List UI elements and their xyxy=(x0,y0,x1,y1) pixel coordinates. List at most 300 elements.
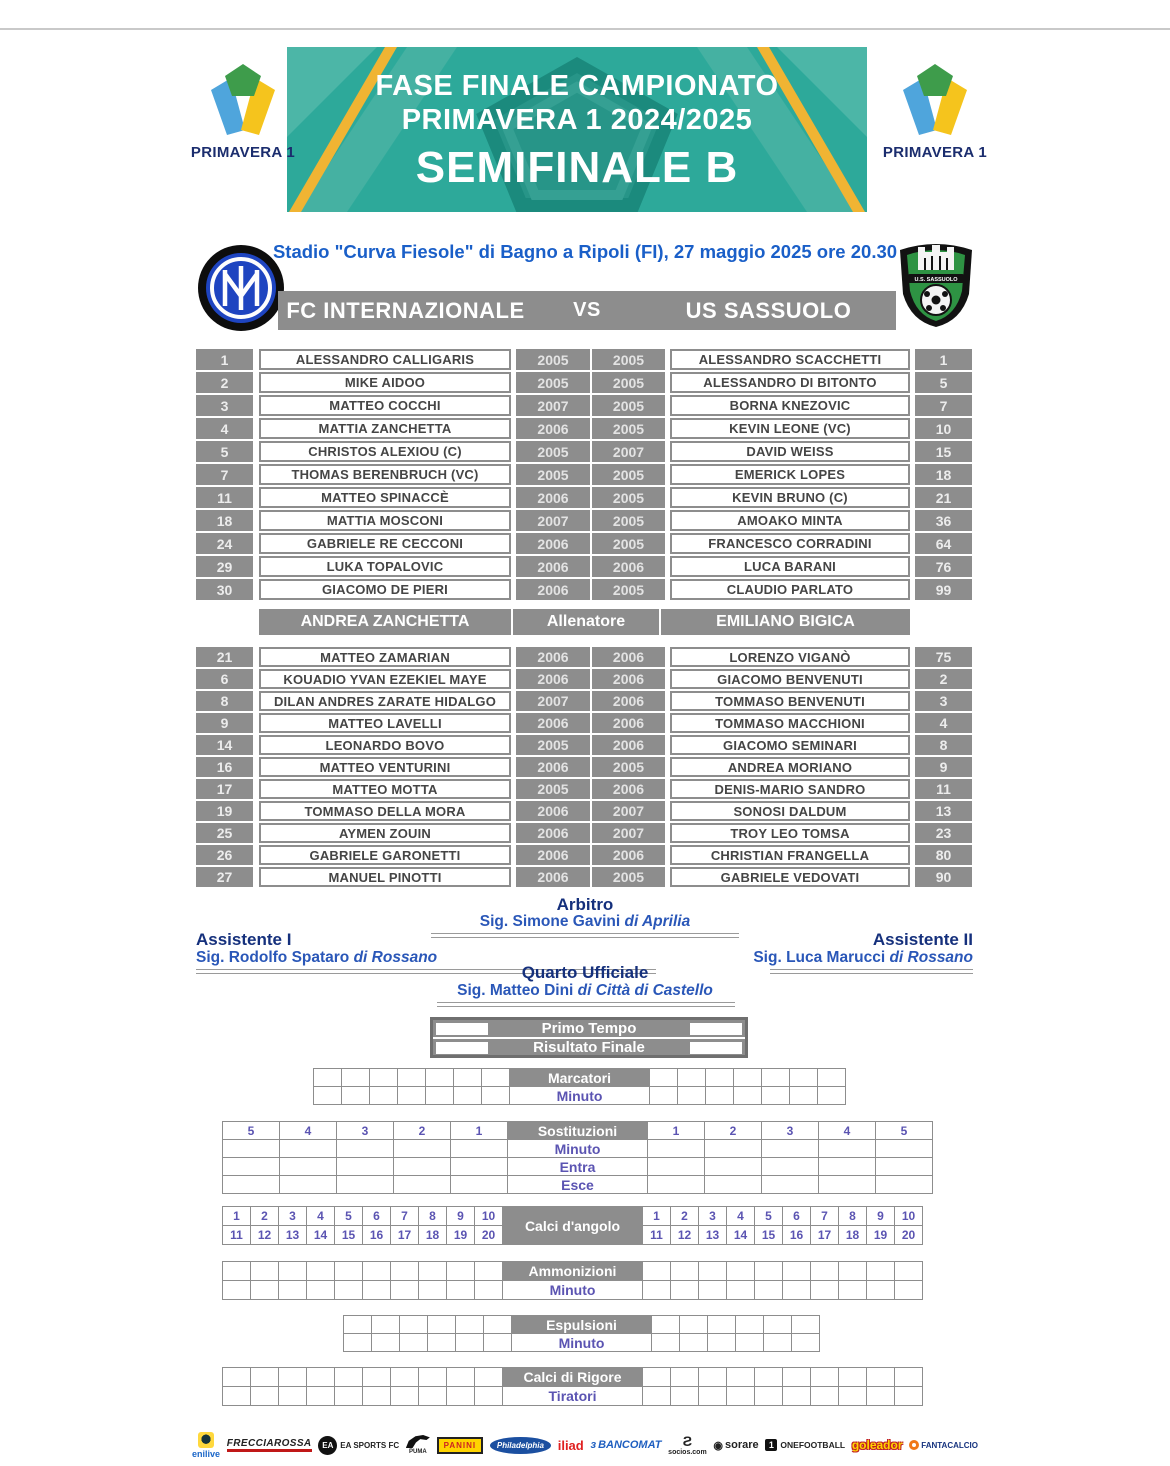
home-birth-year: 2006 xyxy=(516,579,590,600)
penalty-cell xyxy=(782,1367,811,1387)
away-birth-year: 2005 xyxy=(592,510,665,531)
primavera1-crest-icon xyxy=(893,60,977,136)
first-half-label: Primo Tempo xyxy=(541,1020,637,1037)
home-shirt-number: 5 xyxy=(196,441,253,462)
home-birth-year: 2007 xyxy=(516,395,590,416)
espulsioni-title: Espulsioni xyxy=(511,1315,652,1334)
sponsor-logo-frecciarossa: FRECCIAROSSA xyxy=(227,1438,312,1452)
away-birth-year: 2006 xyxy=(592,735,665,755)
corner-cell: 10 xyxy=(474,1206,503,1226)
away-player-name: SONOSI DALDUM xyxy=(670,801,910,821)
substitution-cell xyxy=(450,1139,508,1158)
substitution-cell xyxy=(393,1175,451,1194)
home-team-name: FC INTERNAZIONALE xyxy=(286,297,525,323)
away-player-name: ANDREA MORIANO xyxy=(670,757,910,777)
scorer-cell xyxy=(649,1086,678,1105)
scorer-cell xyxy=(761,1086,790,1105)
away-birth-year: 2006 xyxy=(592,556,665,577)
home-birth-year: 2007 xyxy=(516,510,590,531)
sending-off-cell xyxy=(707,1333,736,1352)
booking-cell xyxy=(642,1280,671,1300)
away-shirt-number: 9 xyxy=(915,757,972,777)
corner-cell: 9 xyxy=(446,1206,475,1226)
substitution-cell xyxy=(875,1157,933,1176)
booking-cell xyxy=(810,1261,839,1281)
booking-cell xyxy=(866,1280,895,1300)
away-shirt-number: 36 xyxy=(915,510,972,531)
away-player-name: TROY LEO TOMSA xyxy=(670,823,910,843)
penalty-cell xyxy=(334,1367,363,1387)
away-birth-year: 2006 xyxy=(592,647,665,667)
starters-table xyxy=(196,349,973,602)
home-first-half-score-cell xyxy=(436,1023,488,1035)
away-shirt-number: 99 xyxy=(915,579,972,600)
player-row xyxy=(196,845,973,865)
home-birth-year: 2006 xyxy=(516,801,590,821)
home-shirt-number: 3 xyxy=(196,395,253,416)
corner-cell: 19 xyxy=(446,1225,475,1245)
home-player-name: MATTEO MOTTA xyxy=(259,779,511,799)
booking-cell xyxy=(446,1280,475,1300)
home-player-name: MATTEO SPINACCÈ xyxy=(259,487,511,508)
away-shirt-number: 1 xyxy=(915,349,972,370)
home-birth-year: 2005 xyxy=(516,735,590,755)
player-row xyxy=(196,801,973,821)
assistant2-name: Sig. Luca Marucci di Rossano xyxy=(753,949,973,966)
player-row xyxy=(196,669,973,689)
corner-cell: 11 xyxy=(222,1225,251,1245)
player-row xyxy=(196,464,973,485)
sending-off-cell xyxy=(735,1333,764,1352)
penalty-cell xyxy=(838,1386,867,1406)
player-row xyxy=(196,418,973,439)
corner-cell: 5 xyxy=(754,1206,783,1226)
sostituzioni-title: Sostituzioni xyxy=(507,1121,648,1140)
penalty-cell xyxy=(250,1367,279,1387)
sending-off-cell xyxy=(483,1315,512,1334)
booking-cell xyxy=(334,1280,363,1300)
scorer-cell xyxy=(425,1068,454,1087)
corner-cell: 2 xyxy=(250,1206,279,1226)
penalty-cell xyxy=(222,1367,251,1387)
substitution-number-cell: 5 xyxy=(222,1121,280,1140)
penalty-cell xyxy=(810,1367,839,1387)
penalty-cell xyxy=(726,1367,755,1387)
penalty-cell xyxy=(250,1386,279,1406)
corner-cell: 8 xyxy=(838,1206,867,1226)
scorer-cell xyxy=(733,1068,762,1087)
sending-off-cell xyxy=(735,1315,764,1334)
sending-off-cell xyxy=(679,1315,708,1334)
substitution-cell xyxy=(222,1157,280,1176)
title-line-3: SEMIFINALE B xyxy=(415,142,739,192)
away-player-name: DENIS-MARIO SANDRO xyxy=(670,779,910,799)
substitution-number-cell: 3 xyxy=(761,1121,819,1140)
booking-cell xyxy=(782,1261,811,1281)
corner-cell: 11 xyxy=(642,1225,671,1245)
substitution-cell xyxy=(450,1157,508,1176)
corner-cell: 9 xyxy=(866,1206,895,1226)
player-row xyxy=(196,713,973,733)
away-shirt-number: 76 xyxy=(915,556,972,577)
penalty-cell xyxy=(726,1386,755,1406)
scorer-cell xyxy=(453,1086,482,1105)
scorer-cell xyxy=(817,1068,846,1087)
away-player-name: LORENZO VIGANÒ xyxy=(670,647,910,667)
player-row xyxy=(196,647,973,667)
corner-cell: 12 xyxy=(250,1225,279,1245)
away-player-name: EMERICK LOPES xyxy=(670,464,910,485)
ammonizioni-row-label: Minuto xyxy=(502,1280,643,1300)
vs-label: VS xyxy=(573,299,601,321)
away-player-name: GABRIELE VEDOVATI xyxy=(670,867,910,887)
booking-cell xyxy=(474,1261,503,1281)
score-box xyxy=(430,1017,748,1058)
home-shirt-number: 19 xyxy=(196,801,253,821)
penalty-cell xyxy=(418,1367,447,1387)
sponsor-logo-enilive: enilive xyxy=(192,1432,220,1459)
booking-cell xyxy=(698,1261,727,1281)
corner-cell: 2 xyxy=(670,1206,699,1226)
scorer-cell xyxy=(481,1068,510,1087)
corner-cell: 14 xyxy=(726,1225,755,1245)
sponsor-logo-sorare: ◉ sorare xyxy=(713,1439,758,1452)
home-player-name: GIACOMO DE PIERI xyxy=(259,579,511,600)
home-birth-year: 2005 xyxy=(516,372,590,393)
banner-title xyxy=(287,47,867,212)
substitution-cell xyxy=(761,1139,819,1158)
home-shirt-number: 14 xyxy=(196,735,253,755)
corner-cell: 6 xyxy=(362,1206,391,1226)
away-shirt-number: 75 xyxy=(915,647,972,667)
substitution-cell xyxy=(450,1175,508,1194)
home-player-name: THOMAS BERENBRUCH (VC) xyxy=(259,464,511,485)
booking-cell xyxy=(418,1280,447,1300)
penalty-cell xyxy=(306,1386,335,1406)
substitution-cell xyxy=(647,1157,705,1176)
penalty-cell xyxy=(866,1367,895,1387)
fourth-official-label: Quarto Ufficiale xyxy=(521,963,649,982)
corner-cell: 20 xyxy=(894,1225,923,1245)
primavera1-logo-left xyxy=(181,60,305,161)
referee-city: di Aprilia xyxy=(624,913,691,930)
sending-off-cell xyxy=(791,1315,820,1334)
penalty-cell xyxy=(446,1386,475,1406)
assistant1-name: Sig. Rodolfo Spataro di Rossano xyxy=(196,949,438,966)
scorer-cell xyxy=(789,1086,818,1105)
sending-off-cell xyxy=(455,1333,484,1352)
sending-off-cell xyxy=(651,1333,680,1352)
booking-cell xyxy=(390,1280,419,1300)
substitution-number-cell: 4 xyxy=(818,1121,876,1140)
away-birth-year: 2006 xyxy=(592,779,665,799)
home-birth-year: 2006 xyxy=(516,487,590,508)
home-player-name: KOUADIO YVAN EZEKIEL MAYE xyxy=(259,669,511,689)
away-shirt-number: 3 xyxy=(915,691,972,711)
booking-cell xyxy=(754,1261,783,1281)
corner-cell: 12 xyxy=(670,1225,699,1245)
home-shirt-number: 21 xyxy=(196,647,253,667)
substitution-cell xyxy=(704,1139,762,1158)
venue-line: Stadio "Curva Fiesole" di Bagno a Ripoli (FI), 27 maggio 2025 ore 20.30 xyxy=(272,241,898,262)
home-birth-year: 2006 xyxy=(516,867,590,887)
booking-cell xyxy=(306,1261,335,1281)
away-player-name: ALESSANDRO DI BITONTO xyxy=(670,372,910,393)
sending-off-cell xyxy=(399,1333,428,1352)
away-birth-year: 2005 xyxy=(592,349,665,370)
corner-cell: 17 xyxy=(810,1225,839,1245)
scorer-cell xyxy=(397,1068,426,1087)
coach-label: Allenatore xyxy=(511,609,661,635)
home-player-name: DILAN ANDRES ZARATE HIDALGO xyxy=(259,691,511,711)
player-row xyxy=(196,779,973,799)
substitution-cell xyxy=(222,1175,280,1194)
home-shirt-number: 16 xyxy=(196,757,253,777)
penalty-cell xyxy=(334,1386,363,1406)
player-row xyxy=(196,487,973,508)
penalty-cell xyxy=(782,1386,811,1406)
booking-cell xyxy=(726,1261,755,1281)
player-row xyxy=(196,823,973,843)
home-shirt-number: 29 xyxy=(196,556,253,577)
coach-bar xyxy=(259,609,910,635)
home-shirt-number: 6 xyxy=(196,669,253,689)
booking-cell xyxy=(334,1261,363,1281)
corner-cell: 7 xyxy=(390,1206,419,1226)
top-divider xyxy=(0,28,1170,30)
booking-cell xyxy=(782,1280,811,1300)
substitution-cell xyxy=(647,1175,705,1194)
corner-cell: 1 xyxy=(222,1206,251,1226)
home-shirt-number: 7 xyxy=(196,464,253,485)
away-birth-year: 2005 xyxy=(592,418,665,439)
sending-off-cell xyxy=(427,1333,456,1352)
player-row xyxy=(196,735,973,755)
home-birth-year: 2006 xyxy=(516,845,590,865)
home-shirt-number: 27 xyxy=(196,867,253,887)
home-player-name: GABRIELE RE CECCONI xyxy=(259,533,511,554)
booking-cell xyxy=(642,1261,671,1281)
away-birth-year: 2005 xyxy=(592,533,665,554)
home-shirt-number: 30 xyxy=(196,579,253,600)
primavera1-logo-right xyxy=(873,60,997,161)
away-shirt-number: 8 xyxy=(915,735,972,755)
sending-off-cell xyxy=(707,1315,736,1334)
home-birth-year: 2006 xyxy=(516,418,590,439)
away-player-name: KEVIN LEONE (VC) xyxy=(670,418,910,439)
home-player-name: GABRIELE GARONETTI xyxy=(259,845,511,865)
sending-off-cell xyxy=(763,1315,792,1334)
scorer-cell xyxy=(453,1068,482,1087)
away-shirt-number: 4 xyxy=(915,713,972,733)
scorer-cell xyxy=(341,1068,370,1087)
player-row xyxy=(196,579,973,600)
away-player-name: CLAUDIO PARLATO xyxy=(670,579,910,600)
home-shirt-number: 4 xyxy=(196,418,253,439)
scorers-section xyxy=(313,1068,846,1105)
booking-cell xyxy=(670,1280,699,1300)
corner-cell: 5 xyxy=(334,1206,363,1226)
substitution-cell xyxy=(279,1175,337,1194)
sponsor-logo-fantacalcio: FANTACALCIO xyxy=(909,1440,978,1450)
substitution-number-cell: 2 xyxy=(393,1121,451,1140)
away-birth-year: 2005 xyxy=(592,579,665,600)
marcatori-title: Marcatori xyxy=(509,1068,650,1087)
assistant1-label: Assistente I xyxy=(196,930,292,949)
substitution-cell xyxy=(761,1175,819,1194)
scorer-cell xyxy=(705,1068,734,1087)
substitution-cell xyxy=(704,1175,762,1194)
sponsor-logo-easports: EA EA SPORTS FC xyxy=(318,1436,399,1455)
sending-off-cell xyxy=(455,1315,484,1334)
booking-cell xyxy=(278,1280,307,1300)
assistant2-label: Assistente II xyxy=(872,930,973,949)
penalties-section xyxy=(222,1367,923,1406)
corner-cell: 20 xyxy=(474,1225,503,1245)
away-birth-year: 2007 xyxy=(592,823,665,843)
home-birth-year: 2006 xyxy=(516,533,590,554)
booking-cell xyxy=(418,1261,447,1281)
home-birth-year: 2007 xyxy=(516,691,590,711)
home-shirt-number: 9 xyxy=(196,713,253,733)
corner-cell: 18 xyxy=(418,1225,447,1245)
final-result-row xyxy=(433,1037,745,1056)
home-player-name: CHRISTOS ALEXIOU (C) xyxy=(259,441,511,462)
booking-cell xyxy=(866,1261,895,1281)
calci-angolo-title: Calci d'angolo xyxy=(502,1206,643,1245)
corners-section xyxy=(222,1206,923,1245)
sostituzioni-row-label: Esce xyxy=(507,1175,648,1194)
home-player-name: LUKA TOPALOVIC xyxy=(259,556,511,577)
away-shirt-number: 18 xyxy=(915,464,972,485)
sponsor-logo-panini: PANINI xyxy=(437,1437,484,1454)
away-player-name: DAVID WEISS xyxy=(670,441,910,462)
primavera1-label: PRIMAVERA 1 xyxy=(882,144,988,161)
substitution-cell xyxy=(393,1157,451,1176)
home-player-name: LEONARDO BOVO xyxy=(259,735,511,755)
booking-cell xyxy=(362,1280,391,1300)
penalty-cell xyxy=(362,1367,391,1387)
penalty-cell xyxy=(670,1367,699,1387)
away-birth-year: 2005 xyxy=(592,867,665,887)
corner-cell: 6 xyxy=(782,1206,811,1226)
away-player-name: TOMMASO BENVENUTI xyxy=(670,691,910,711)
home-shirt-number: 25 xyxy=(196,823,253,843)
penalty-cell xyxy=(474,1367,503,1387)
substitution-number-cell: 4 xyxy=(279,1121,337,1140)
penalty-cell xyxy=(838,1367,867,1387)
away-shirt-number: 2 xyxy=(915,669,972,689)
fourth-official-underline xyxy=(437,1002,735,1007)
away-birth-year: 2005 xyxy=(592,395,665,416)
substitution-cell xyxy=(818,1157,876,1176)
substitution-cell xyxy=(336,1139,394,1158)
penalty-cell xyxy=(698,1386,727,1406)
corner-cell: 17 xyxy=(390,1225,419,1245)
sponsor-logo-philadelphia: Philadelphia xyxy=(490,1437,551,1454)
away-birth-year: 2006 xyxy=(592,669,665,689)
substitution-cell xyxy=(761,1157,819,1176)
scorer-cell xyxy=(369,1068,398,1087)
sending-offs-section xyxy=(343,1315,820,1352)
booking-cell xyxy=(838,1280,867,1300)
penalty-cell xyxy=(754,1386,783,1406)
home-shirt-number: 1 xyxy=(196,349,253,370)
substitution-cell xyxy=(393,1139,451,1158)
scorer-cell xyxy=(789,1068,818,1087)
penalty-cell xyxy=(670,1386,699,1406)
away-birth-year: 2005 xyxy=(592,464,665,485)
sassuolo-crest-icon xyxy=(894,236,978,328)
title-line-2: PRIMAVERA 1 2024/2025 xyxy=(401,103,753,136)
ammonizioni-title: Ammonizioni xyxy=(502,1261,643,1281)
home-shirt-number: 18 xyxy=(196,510,253,531)
booking-cell xyxy=(726,1280,755,1300)
away-shirt-number: 64 xyxy=(915,533,972,554)
home-player-name: MATTEO ZAMARIAN xyxy=(259,647,511,667)
away-shirt-number: 21 xyxy=(915,487,972,508)
substitution-number-cell: 1 xyxy=(647,1121,705,1140)
home-player-name: AYMEN ZOUIN xyxy=(259,823,511,843)
substitution-number-cell: 2 xyxy=(704,1121,762,1140)
away-shirt-number: 80 xyxy=(915,845,972,865)
sostituzioni-row-label: Entra xyxy=(507,1157,648,1176)
sending-off-cell xyxy=(427,1315,456,1334)
home-player-name: TOMMASO DELLA MORA xyxy=(259,801,511,821)
booking-cell xyxy=(838,1261,867,1281)
corner-cell: 19 xyxy=(866,1225,895,1245)
substitutions-section xyxy=(222,1121,933,1194)
player-row xyxy=(196,441,973,462)
substitution-cell xyxy=(875,1139,933,1158)
rigori-title: Calci di Rigore xyxy=(502,1367,643,1387)
sending-off-cell xyxy=(763,1333,792,1352)
away-birth-year: 2006 xyxy=(592,713,665,733)
sponsor-logo-goleador: goleador xyxy=(851,1438,903,1452)
home-player-name: ALESSANDRO CALLIGARIS xyxy=(259,349,511,370)
substitution-cell xyxy=(818,1175,876,1194)
corner-cell: 3 xyxy=(278,1206,307,1226)
inter-crest-icon xyxy=(197,244,285,332)
home-shirt-number: 2 xyxy=(196,372,253,393)
home-shirt-number: 11 xyxy=(196,487,253,508)
booking-cell xyxy=(670,1261,699,1281)
svg-text:U.S. SASSUOLO: U.S. SASSUOLO xyxy=(914,277,958,283)
player-row xyxy=(196,757,973,777)
player-row xyxy=(196,533,973,554)
header-banner xyxy=(287,47,867,212)
home-player-name: MATTEO VENTURINI xyxy=(259,757,511,777)
corner-cell: 15 xyxy=(334,1225,363,1245)
corner-cell: 4 xyxy=(306,1206,335,1226)
away-player-name: FRANCESCO CORRADINI xyxy=(670,533,910,554)
penalty-cell xyxy=(278,1386,307,1406)
booking-cell xyxy=(754,1280,783,1300)
away-first-half-score-cell xyxy=(690,1023,742,1035)
primavera1-label: PRIMAVERA 1 xyxy=(190,144,296,161)
away-player-name: AMOAKO MINTA xyxy=(670,510,910,531)
scorer-cell xyxy=(705,1086,734,1105)
sponsor-strip xyxy=(192,1426,978,1464)
primavera1-crest-icon xyxy=(201,60,285,136)
booking-cell xyxy=(222,1261,251,1281)
home-shirt-number: 26 xyxy=(196,845,253,865)
booking-cell xyxy=(446,1261,475,1281)
scorer-cell xyxy=(397,1086,426,1105)
substitution-cell xyxy=(222,1139,280,1158)
scorer-cell xyxy=(425,1086,454,1105)
away-player-name: GIACOMO SEMINARI xyxy=(670,735,910,755)
